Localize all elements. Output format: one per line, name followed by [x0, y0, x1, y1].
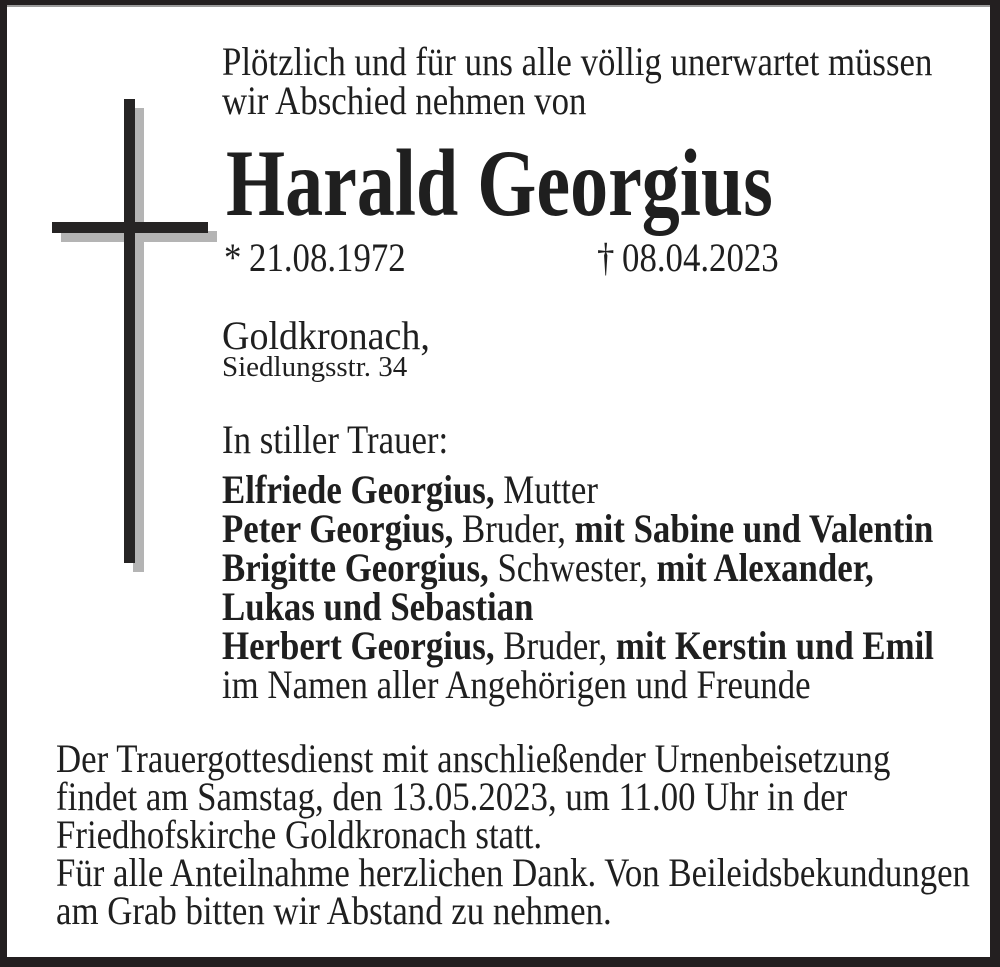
mourner-line: Peter Georgius, Bruder, mit Sabine und Valentin — [222, 506, 934, 551]
closing-line: Für alle Anteilnahme herzlichen Dank. Von Beileidsbekundungen — [56, 850, 970, 895]
cross-vertical-bar — [124, 99, 135, 563]
intro-line: wir Abschied nehmen von — [222, 78, 587, 123]
closing-line: findet am Samstag, den 13.05.2023, um 11.00 Uhr in der — [56, 774, 848, 819]
mourner-line: Lukas und Sebastian — [222, 584, 534, 629]
closing-line: am Grab bitten wir Abstand zu nehmen. — [56, 888, 612, 933]
closing-text — [56, 736, 970, 933]
intro-line: Plötzlich und für uns alle völlig unerwartet müssen — [222, 39, 933, 84]
born-star-icon: * — [224, 235, 242, 280]
frame-border-left — [0, 0, 7, 967]
mourners-list — [222, 467, 934, 707]
deceased-name: Harald Georgius — [226, 130, 773, 236]
residence-street: Siedlungsstr. 34 — [222, 351, 408, 383]
mourning-header: In stiller Trauer: — [222, 417, 449, 462]
death-date — [597, 235, 779, 280]
cross-horizontal-bar — [52, 222, 208, 233]
frame-border-bottom — [0, 957, 1000, 967]
mourner-line: Brigitte Georgius, Schwester, mit Alexander, — [222, 545, 874, 590]
mourner-line: im Namen aller Angehörigen und Freunde — [222, 662, 811, 707]
birth-date-value: 21.08.1972 — [249, 235, 406, 280]
frame-border-top-gray-line — [0, 5, 1000, 7]
closing-line: Friedhofskirche Goldkronach statt. — [56, 812, 543, 857]
death-dagger-icon: † — [597, 235, 615, 280]
frame-border-right — [990, 0, 1000, 967]
death-date-value: 08.04.2023 — [622, 235, 779, 280]
intro-text — [222, 39, 933, 123]
closing-line: Der Trauergottesdienst mit anschließender Urnenbeisetzung — [56, 736, 891, 781]
mourner-line: Elfriede Georgius, Mutter — [222, 467, 598, 512]
birth-date — [224, 235, 406, 280]
mourner-line: Herbert Georgius, Bruder, mit Kerstin und Emil — [222, 623, 934, 668]
residence-city: Goldkronach, — [222, 313, 430, 358]
